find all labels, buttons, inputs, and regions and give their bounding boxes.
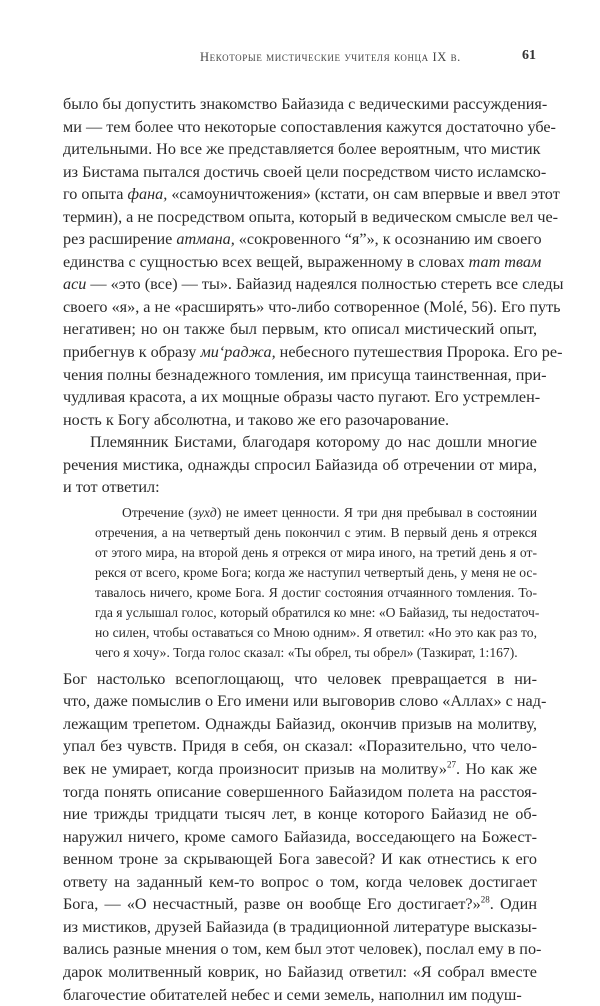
footnote-ref: 28 (481, 895, 490, 905)
text-segment: наружил ничего, кроме самого Байазида, восседающего на Божест- (63, 828, 537, 846)
text-line (63, 454, 537, 477)
text-line (63, 668, 537, 691)
text-line (63, 893, 537, 916)
running-header: Некоторые мистические учителя конца IX в. (200, 50, 538, 65)
text-line (63, 690, 537, 713)
text-line (63, 364, 537, 387)
text-line (63, 871, 537, 894)
text-line (63, 206, 537, 229)
text-segment: благочестие обитателей небес и семи земель, наполнил им подуш- (63, 986, 522, 1004)
text-segment: ми — тем более что некоторые сопоставления кажутся достаточно убе- (63, 118, 556, 136)
text-segment: прибегнув к образу (63, 343, 200, 361)
text-segment: рез расширение (63, 230, 176, 248)
text-line (63, 431, 537, 454)
italic-term: зухд (193, 505, 217, 520)
text-segment: «самоуничтожения» (кстати, он сам впервые и ввел этот (167, 185, 559, 203)
text-segment: дарок молитвенный коврик, но Байазид ответил: «Я собрал вместе (63, 963, 537, 981)
text-segment: единства с сущностью всех вещей, выраженному в словах (63, 253, 469, 271)
text-segment: вались разные мнения о том, кем был этот человек), послал ему в по- (63, 940, 541, 958)
italic-term: ми‘раджа, (200, 343, 275, 361)
text-segment: го опыта (63, 185, 128, 203)
text-segment: упал без чувств. Придя в себя, он сказал: «Поразительно, что чело- (63, 737, 537, 755)
text-segment: чения полны безнадежного томления, им присуща таинственная, при- (63, 366, 547, 384)
text-line (63, 938, 537, 961)
text-segment: термин), а не посредством опыта, который в ведическом смысле вел че- (63, 208, 558, 226)
text-line (63, 758, 537, 781)
text-segment: Бог настолько всепоглощающ, что человек превращается в ни- (63, 670, 537, 688)
text-segment: . Но как же (456, 760, 537, 778)
text-segment: Отречение ( (122, 505, 193, 520)
text-line (63, 93, 537, 116)
text-line (63, 138, 537, 161)
footnote-ref: 27 (447, 760, 456, 770)
italic-term: тат твам (469, 253, 542, 271)
paragraph (63, 668, 537, 1006)
text-segment: чудливая красота, а их мощные образы часто пугают. Его устремлен- (63, 388, 540, 406)
text-segment: своего «я», а не «расширять» что-либо сотворенное (Molé, 56). Его путь (63, 298, 561, 316)
text-line (63, 735, 537, 758)
text-segment: лежащим трепетом. Однажды Байазид, окончив призыв на молитву, (63, 715, 537, 733)
page-body (63, 93, 537, 1006)
text-line (95, 563, 537, 583)
text-segment: . Один (490, 895, 537, 913)
text-segment: ность к Богу абсолютна, и таково же его разочарование. (63, 411, 449, 429)
text-segment: негативен; но он также был первым, кто описал мистический опыт, (63, 320, 537, 338)
text-line (63, 476, 537, 499)
text-segment: было бы допустить знакомство Байазида с ведическими рассуждения- (63, 95, 547, 113)
text-segment: тогда понять описание совершенного Байазидом полета на расстоя- (63, 783, 537, 801)
italic-term: атмана, (176, 230, 234, 248)
text-line (63, 228, 537, 251)
text-segment: ответу на заданный кем-то вопрос о том, когда человек достигает (63, 873, 537, 891)
text-line (63, 183, 537, 206)
paragraph (63, 431, 537, 499)
text-segment: отречения, а на четвертый день покончил с этим. В первый день я отрекся (95, 525, 537, 540)
page-number: 61 (522, 48, 536, 64)
text-segment: ние трижды тридцати тысяч лет, в конце которого Байазид не об- (63, 805, 537, 823)
text-line (63, 713, 537, 736)
text-line (63, 116, 537, 139)
text-line (95, 523, 537, 543)
text-segment: рекся от всего, кроме Бога; когда же наступил четвертый день, у меня не ос- (95, 565, 537, 580)
italic-term: фана, (128, 185, 168, 203)
text-line (63, 386, 537, 409)
text-line (63, 318, 537, 341)
text-segment: от этого мира, на второй день я отрекся от мира иного, на третий день я от- (95, 545, 537, 560)
text-line (95, 583, 537, 603)
text-segment: ) не имеет ценности. Я три дня пребывал в состоянии (217, 505, 537, 520)
text-segment: гда я услышал голос, который обратился ко мне: «О Байазид, ты недостаточ- (95, 605, 539, 620)
text-line (63, 296, 537, 319)
text-line (63, 341, 537, 364)
text-line (95, 603, 537, 623)
text-segment: век не умирает, когда произносит призыв на молитву» (63, 760, 447, 778)
text-segment: чего я хочу». Тогда голос сказал: «Ты обрел, ты обрел» (Тазкират, 1:167). (95, 645, 518, 660)
text-line (95, 543, 537, 563)
text-segment: Бога, — «О несчастный, разве он вообще Его достигает?» (63, 895, 481, 913)
text-segment: венном троне за скрывающей Бога завесой? И как отнестись к его (63, 850, 537, 868)
text-segment: и тот ответил: (63, 478, 160, 496)
text-segment: тавалось ничего, кроме Бога. Я достиг состояния отчаянного томления. То- (95, 585, 537, 600)
text-segment: «сокровенного “я”», к осознанию им своего (235, 230, 542, 248)
text-line (63, 803, 537, 826)
text-line (63, 984, 537, 1006)
text-line (95, 623, 537, 643)
text-line (63, 409, 537, 432)
text-line (63, 781, 537, 804)
text-line (95, 503, 537, 523)
text-segment: из Бистама пытался достичь своей цели посредством чисто исламско- (63, 163, 546, 181)
text-segment: из мистиков, друзей Байазида (в традиционной литературе высказы- (63, 918, 537, 936)
text-segment: Племянник Бистами, благодаря которому до нас дошли многие (90, 433, 537, 451)
text-line (95, 643, 537, 663)
text-segment: что, даже помыслив о Его имени или выговорив слово «Аллах» с над- (63, 692, 546, 710)
italic-term: аси (63, 275, 86, 293)
text-line (63, 961, 537, 984)
paragraph (63, 93, 537, 431)
text-segment: речения мистика, однажды спросил Байазида об отречении от мира, (63, 456, 537, 474)
text-line (63, 251, 537, 274)
text-segment: но силен, чтобы оставаться со Мною одним». Я ответил: «Но это как раз то, (95, 625, 537, 640)
text-segment: небесного путешествия Пророка. Его ре- (276, 343, 563, 361)
text-line (63, 826, 537, 849)
block-quote (95, 503, 537, 663)
text-line (63, 916, 537, 939)
text-line (63, 273, 537, 296)
text-segment: дительными. Но все же представляется более вероятным, что мистик (63, 140, 541, 158)
text-line (63, 848, 537, 871)
text-segment: — «это (все) — ты». Байазид надеялся полностью стереть все следы (86, 275, 563, 293)
text-line (63, 161, 537, 184)
